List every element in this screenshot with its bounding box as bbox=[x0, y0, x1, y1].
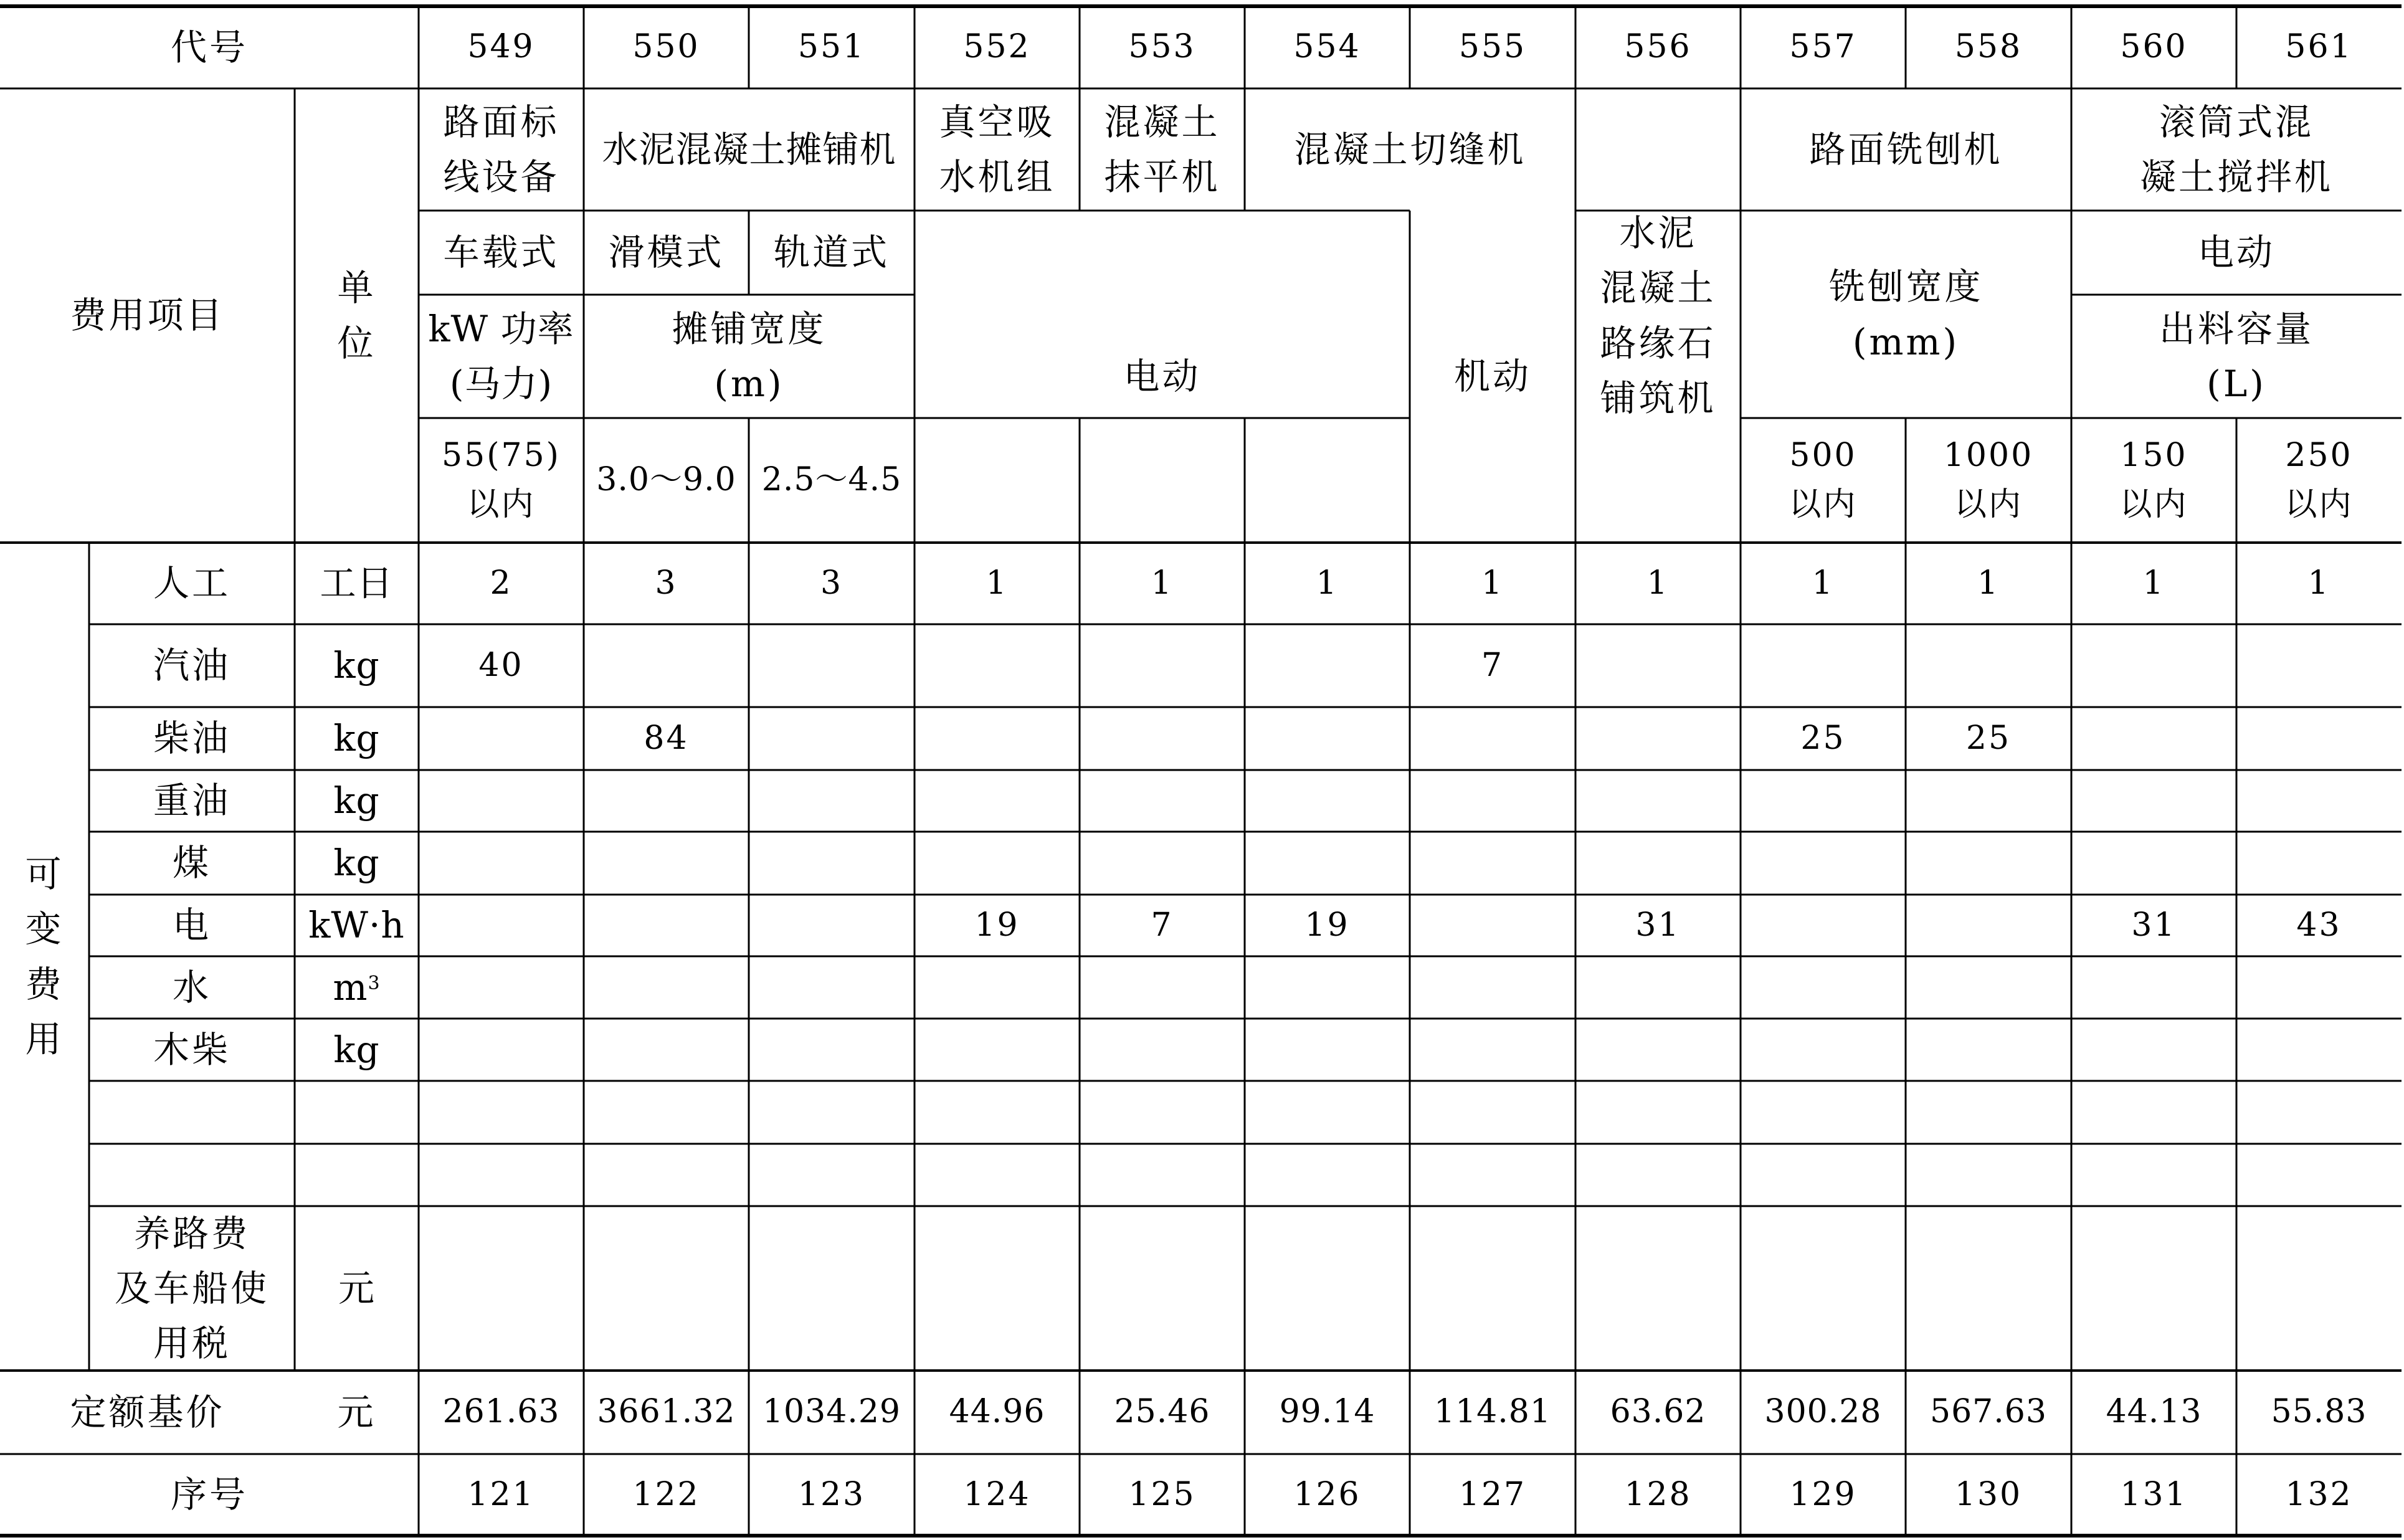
base-price-value: 25.46 bbox=[1114, 1393, 1210, 1431]
type-vehicle: 车载式 bbox=[443, 231, 559, 274]
row-unit: m $^3$ bbox=[333, 966, 381, 1009]
table-cell: 1 bbox=[1151, 564, 1174, 602]
table-cell bbox=[2236, 1019, 2402, 1081]
table-cell bbox=[2236, 1081, 2402, 1144]
base-price-value: 44.13 bbox=[2106, 1393, 2202, 1431]
table-cell bbox=[1575, 832, 1741, 895]
table-cell: 31 bbox=[2131, 906, 2177, 944]
table-cell: 1 bbox=[1316, 564, 1339, 602]
code-556: 556 bbox=[1624, 28, 1692, 66]
table-cell bbox=[2236, 707, 2402, 770]
table-cell bbox=[1575, 707, 1741, 770]
table-cell bbox=[1245, 1081, 1410, 1144]
table-cell bbox=[749, 707, 915, 770]
serial-value: 124 bbox=[963, 1475, 1031, 1513]
param-paving-width: 摊铺宽度 (m) bbox=[672, 307, 827, 405]
unit-label: 单 位 bbox=[337, 267, 376, 364]
table-cell bbox=[915, 1144, 1080, 1206]
base-price-value: 55.83 bbox=[2271, 1393, 2367, 1431]
table-cell bbox=[1906, 770, 2071, 832]
table-cell bbox=[1410, 1206, 1575, 1371]
table-cell: 40 bbox=[478, 646, 524, 684]
table-cell: 25 bbox=[1965, 719, 2012, 757]
table-cell bbox=[2071, 624, 2236, 707]
table-cell bbox=[584, 832, 749, 895]
table-cell bbox=[1741, 1206, 1906, 1371]
table-cell bbox=[2071, 707, 2236, 770]
table-cell bbox=[584, 1081, 749, 1144]
table-cell bbox=[749, 624, 915, 707]
code-551: 551 bbox=[797, 28, 866, 66]
row-unit: kg bbox=[333, 1028, 380, 1071]
table-cell bbox=[1741, 1081, 1906, 1144]
table-cell bbox=[1410, 707, 1575, 770]
cost-item-label: 费用项目 bbox=[70, 294, 225, 337]
table-cell: 31 bbox=[1635, 906, 1681, 944]
table-cell: 2 bbox=[490, 564, 513, 602]
table-cell bbox=[1575, 770, 1741, 832]
table-cell bbox=[584, 956, 749, 1019]
machine-curb-paver: 水泥 混凝土 路缘石 铺筑机 bbox=[1600, 212, 1716, 419]
table-cell bbox=[2071, 1144, 2236, 1206]
table-cell bbox=[1906, 1019, 2071, 1081]
serial-value: 123 bbox=[797, 1475, 866, 1513]
serial-value: 132 bbox=[2285, 1475, 2353, 1513]
table-cell bbox=[1080, 624, 1245, 707]
table-cell bbox=[1080, 1019, 1245, 1081]
base-price-value: 567.63 bbox=[1930, 1393, 2047, 1431]
machine-milling: 路面铣刨机 bbox=[1809, 128, 2003, 171]
table-cell bbox=[584, 1206, 749, 1371]
spec-561: 250 以内 bbox=[2284, 436, 2354, 523]
code-561: 561 bbox=[2285, 28, 2353, 66]
code-555: 555 bbox=[1458, 28, 1527, 66]
table-cell bbox=[915, 1206, 1080, 1371]
table-cell bbox=[2236, 1206, 2402, 1371]
table-cell: 43 bbox=[2296, 906, 2342, 944]
row-item: 水 bbox=[172, 966, 211, 1009]
table-cell bbox=[584, 624, 749, 707]
type-rail: 轨道式 bbox=[773, 231, 890, 274]
base-price-value: 261.63 bbox=[442, 1393, 560, 1431]
table-cell bbox=[2236, 956, 2402, 1019]
row-item: 重油 bbox=[153, 779, 230, 822]
base-price-value: 1034.29 bbox=[762, 1393, 901, 1431]
table-cell bbox=[2236, 770, 2402, 832]
table-cell bbox=[1080, 1206, 1245, 1371]
code-558: 558 bbox=[1954, 28, 2023, 66]
table-cell bbox=[915, 956, 1080, 1019]
table-cell bbox=[915, 707, 1080, 770]
table-cell bbox=[1410, 1019, 1575, 1081]
row-unit: 工日 bbox=[320, 562, 394, 605]
type-electric: 电动 bbox=[1123, 355, 1201, 398]
table-cell: 1 bbox=[1812, 564, 1835, 602]
code-549: 549 bbox=[467, 28, 535, 66]
table-cell: 7 bbox=[1151, 906, 1174, 944]
table-cell bbox=[1245, 770, 1410, 832]
table-cell bbox=[419, 832, 584, 895]
base-price-value: 300.28 bbox=[1764, 1393, 1882, 1431]
machine-trowel: 混凝土 抹平机 bbox=[1104, 100, 1220, 198]
table-cell bbox=[1906, 895, 2071, 956]
table-cell bbox=[419, 707, 584, 770]
table-cell bbox=[1575, 1144, 1741, 1206]
table-cell bbox=[1575, 1019, 1741, 1081]
table-cell: 1 bbox=[1646, 564, 1670, 602]
row-item: 电 bbox=[172, 904, 211, 947]
type-slipform: 滑模式 bbox=[608, 231, 725, 274]
table-cell bbox=[1245, 707, 1410, 770]
table-cell bbox=[2071, 770, 2236, 832]
table-cell bbox=[1080, 1144, 1245, 1206]
table-cell bbox=[1410, 770, 1575, 832]
code-554: 554 bbox=[1293, 28, 1361, 66]
machine-joint-cutter: 混凝土切缝机 bbox=[1294, 128, 1526, 171]
table-cell bbox=[1575, 956, 1741, 1019]
table-cell bbox=[1245, 1144, 1410, 1206]
table-cell bbox=[1575, 624, 1741, 707]
serial-value: 122 bbox=[632, 1475, 700, 1513]
table-cell: 1 bbox=[986, 564, 1009, 602]
table-cell: 3 bbox=[820, 564, 843, 602]
serial-value: 131 bbox=[2120, 1475, 2188, 1513]
table-cell bbox=[1906, 1081, 2071, 1144]
table-cell bbox=[915, 832, 1080, 895]
table-cell bbox=[1245, 832, 1410, 895]
type-electric-mixer: 电动 bbox=[2197, 231, 2275, 274]
table-cell bbox=[749, 1081, 915, 1144]
table-cell bbox=[584, 895, 749, 956]
spec-558: 1000 以内 bbox=[1943, 436, 2034, 523]
table-cell bbox=[419, 770, 584, 832]
row-item: 养路费 及车船使 用税 bbox=[114, 1212, 269, 1365]
table-cell bbox=[1906, 624, 2071, 707]
table-cell bbox=[419, 956, 584, 1019]
table-cell bbox=[749, 895, 915, 956]
table-cell bbox=[1080, 832, 1245, 895]
code-label: 代号 bbox=[170, 26, 248, 69]
code-553: 553 bbox=[1128, 28, 1196, 66]
table-cell bbox=[1410, 1081, 1575, 1144]
table-cell bbox=[1906, 832, 2071, 895]
table-cell bbox=[419, 1019, 584, 1081]
param-power: kW 功率 (马力) bbox=[428, 307, 574, 405]
table-cell bbox=[1080, 707, 1245, 770]
param-output-capacity: 出料容量 (L) bbox=[2159, 307, 2314, 405]
table-cell bbox=[915, 770, 1080, 832]
serial-value: 126 bbox=[1293, 1475, 1361, 1513]
table-cell bbox=[419, 1144, 584, 1206]
table-cell bbox=[915, 624, 1080, 707]
serial-label: 序号 bbox=[170, 1473, 248, 1516]
code-550: 550 bbox=[632, 28, 700, 66]
row-unit: kg bbox=[333, 644, 380, 687]
table-cell bbox=[584, 1019, 749, 1081]
spec-549: 55(75) 以内 bbox=[442, 436, 561, 523]
table-cell bbox=[1575, 1206, 1741, 1371]
table-cell bbox=[915, 1019, 1080, 1081]
table-cell bbox=[1080, 1081, 1245, 1144]
table-cell bbox=[419, 1081, 584, 1144]
code-552: 552 bbox=[963, 28, 1031, 66]
table-cell bbox=[1080, 770, 1245, 832]
table-cell bbox=[915, 1081, 1080, 1144]
table-cell: 84 bbox=[644, 719, 689, 757]
table-cell bbox=[1741, 956, 1906, 1019]
row-item bbox=[89, 1081, 295, 1144]
table-cell bbox=[1410, 895, 1575, 956]
code-560: 560 bbox=[2120, 28, 2188, 66]
table-cell bbox=[1741, 1019, 1906, 1081]
table-cell bbox=[749, 956, 915, 1019]
serial-value: 121 bbox=[467, 1475, 535, 1513]
table-cell bbox=[1410, 1144, 1575, 1206]
unit-superscript: 3 bbox=[368, 972, 381, 995]
row-unit: kW·h bbox=[308, 904, 405, 947]
row-unit: 元 bbox=[338, 1267, 375, 1309]
table-cell: 3 bbox=[655, 564, 678, 602]
table-cell bbox=[2236, 1144, 2402, 1206]
machine-cement-paver: 水泥混凝土摊铺机 bbox=[602, 128, 896, 171]
base-price-value: 3661.32 bbox=[597, 1393, 736, 1431]
table-cell: 25 bbox=[1800, 719, 1846, 757]
spec-560: 150 以内 bbox=[2119, 436, 2188, 523]
table-cell bbox=[1245, 1019, 1410, 1081]
table-cell bbox=[419, 895, 584, 956]
spec-557: 500 以内 bbox=[1789, 436, 1858, 523]
row-item: 木柴 bbox=[153, 1028, 230, 1071]
table-cell: 1 bbox=[1977, 564, 2000, 602]
table-cell bbox=[1245, 1206, 1410, 1371]
base-price-label: 定额基价 bbox=[70, 1390, 225, 1433]
spec-551: 2.5～4.5 bbox=[761, 461, 902, 499]
table-cell bbox=[2236, 832, 2402, 895]
row-item: 柴油 bbox=[153, 717, 230, 760]
serial-value: 129 bbox=[1789, 1475, 1857, 1513]
row-item: 汽油 bbox=[153, 644, 230, 687]
base-price-value: 114.81 bbox=[1434, 1393, 1551, 1431]
table-cell bbox=[1906, 956, 2071, 1019]
table-cell bbox=[2236, 624, 2402, 707]
row-item: 人工 bbox=[153, 562, 230, 605]
table-cell: 19 bbox=[1304, 906, 1350, 944]
table-cell bbox=[1245, 956, 1410, 1019]
table-cell bbox=[749, 1019, 915, 1081]
table-cell bbox=[749, 770, 915, 832]
row-unit bbox=[295, 1144, 419, 1206]
table-cell bbox=[1906, 1206, 2071, 1371]
table-cell bbox=[1245, 624, 1410, 707]
base-price-value: 63.62 bbox=[1610, 1393, 1706, 1431]
table-cell bbox=[2071, 1019, 2236, 1081]
machine-drum-mixer: 滚筒式混 凝土搅拌机 bbox=[2139, 100, 2333, 198]
table-cell bbox=[584, 770, 749, 832]
table-cell bbox=[419, 1206, 584, 1371]
base-price-unit: 元 bbox=[337, 1390, 376, 1433]
table-cell: 19 bbox=[974, 906, 1020, 944]
table-cell: 1 bbox=[2307, 564, 2330, 602]
serial-value: 127 bbox=[1458, 1475, 1527, 1513]
table-cell: 7 bbox=[1481, 646, 1504, 684]
machine-vacuum-unit: 真空吸 水机组 bbox=[939, 100, 1055, 198]
table-cell bbox=[1080, 956, 1245, 1019]
table-cell: 1 bbox=[1481, 564, 1504, 602]
table-cell bbox=[1410, 832, 1575, 895]
serial-value: 128 bbox=[1624, 1475, 1692, 1513]
row-item: 煤 bbox=[172, 842, 211, 885]
row-unit: kg bbox=[333, 717, 380, 760]
base-price-value: 99.14 bbox=[1279, 1393, 1375, 1431]
table-cell bbox=[1410, 956, 1575, 1019]
table-cell bbox=[1741, 624, 1906, 707]
machine-road-marking: 路面标 线设备 bbox=[443, 100, 559, 198]
table-cell bbox=[749, 832, 915, 895]
spec-550: 3.0～9.0 bbox=[596, 461, 736, 499]
base-price-value: 44.96 bbox=[949, 1393, 1045, 1431]
table-cell bbox=[749, 1206, 915, 1371]
table-cell bbox=[2071, 956, 2236, 1019]
table-cell bbox=[584, 1144, 749, 1206]
table-cell bbox=[1575, 1081, 1741, 1144]
table-cell bbox=[749, 1144, 915, 1206]
table-cell bbox=[2071, 1206, 2236, 1371]
serial-value: 125 bbox=[1128, 1475, 1196, 1513]
row-unit: kg bbox=[333, 842, 380, 885]
table-cell bbox=[1741, 770, 1906, 832]
table-cell: 1 bbox=[2142, 564, 2165, 602]
table-cell bbox=[1741, 1144, 1906, 1206]
table-cell bbox=[1906, 1144, 2071, 1206]
variable-cost-label: 可 变 费 用 bbox=[25, 853, 64, 1060]
serial-value: 130 bbox=[1954, 1475, 2023, 1513]
table-cell bbox=[1741, 832, 1906, 895]
type-mobile: 机动 bbox=[1453, 355, 1531, 398]
param-milling-width: 铣刨宽度 (mm) bbox=[1828, 265, 1984, 363]
table-cell bbox=[2071, 1081, 2236, 1144]
row-item bbox=[89, 1144, 295, 1206]
table-cell bbox=[2071, 832, 2236, 895]
row-unit bbox=[295, 1081, 419, 1144]
code-557: 557 bbox=[1789, 28, 1857, 66]
row-unit: kg bbox=[333, 779, 380, 822]
table-cell bbox=[1741, 895, 1906, 956]
